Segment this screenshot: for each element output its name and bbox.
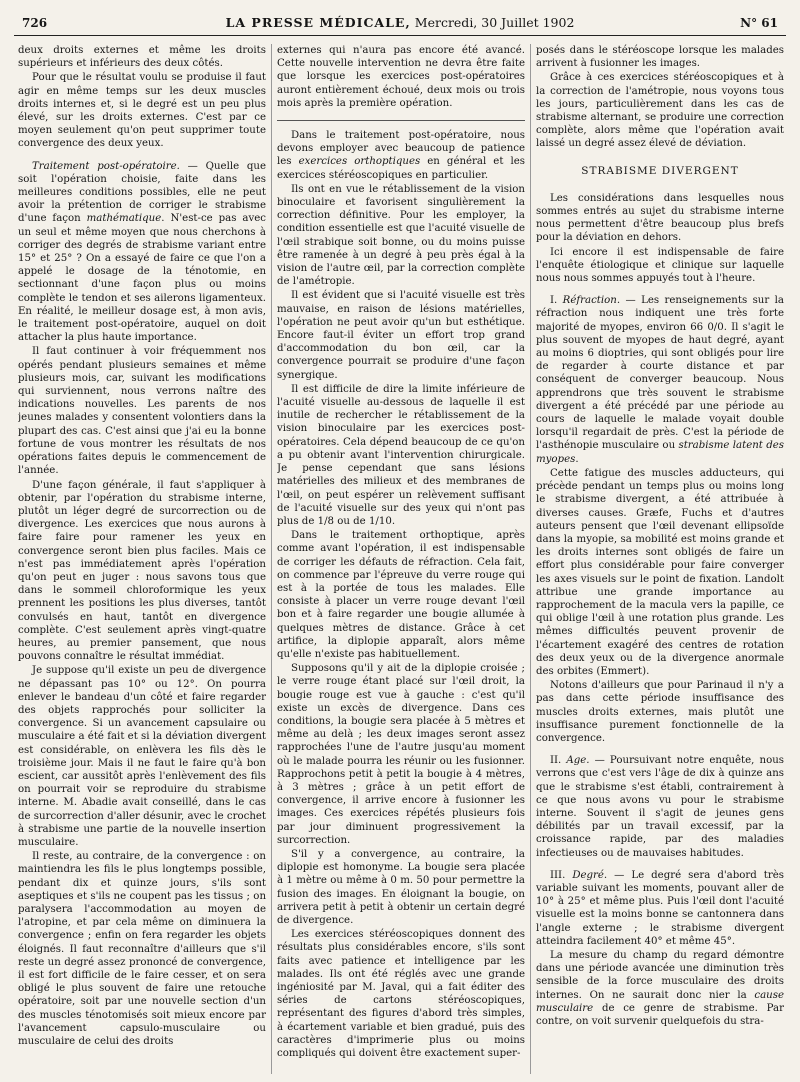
issue-date: Mercredi, 30 Juillet 1902	[414, 15, 575, 30]
header-rule	[14, 35, 786, 36]
paragraph: III. Degré. — Le degré sera d'abord très variable suivant les moments, pouvant aller de 10° à 25° et même plus. Puis l'œil dont l'acuité visuelle est la moins bonne se cantonnera dans l'angle externe ; le strabisme divergent atteindra facilement 40° et même 45°.	[536, 869, 784, 947]
column-divider	[530, 44, 531, 1074]
paragraph: Ici encore il est indispensable de faire l'enquête étiologique et clinique sur laquelle nous nous sommes appuyés tout à l'heure.	[536, 246, 784, 285]
paragraph: I. Réfraction. — Les renseignements sur la réfraction nous indiquent une très forte majorité de myopes, environ 66 0/0. Il s'agit le plus souvent de myopes de haut degré, ayant au moins 6 dioptries, qui sont obligés pour lire de regarder à courte distance et par conséquent de converger beaucoup. Nous apprendrons que très souvent le strabisme divergent a été précédé par une période au cours de laquelle le malade voyait double lorsqu'il regardait de près. C'est la période de l'asthénopie musculaire ou strabisme latent des myopes.	[536, 295, 784, 465]
paragraph: Je suppose qu'il existe un peu de divergence ne dépassant pas 10° ou 12°. On pourra enlever le bandeau d'un côté et faire regarder des objets rapprochés pour solliciter la convergence. Si un avancement capsulaire ou musculaire a été fait et si la déviation divergent est considérable, on enlèvera les fils dès le troisième jour. Mais il ne faut le faire qu'à bon escient, car aussitôt après l'enlèvement des fils on pourrait voir se reproduire du strabisme interne. M. Abadie avait conseillé, dans le cas de surcorrection d'aller désunir, avec le crochet à strabisme une partie de la nouvelle insertion musculaire.	[18, 665, 266, 848]
column-1	[18, 44, 266, 1074]
column-divider	[271, 44, 272, 1074]
paragraph-heading: Age.	[566, 755, 590, 767]
paragraph: La mesure du champ du regard démontre dans une période avancée une diminution très sensible de la force musculaire des droits internes. On ne saurait donc nier la cause musculaire de ce genre de strabisme. Par contre, on voit survenir quelquefois du stra-	[536, 950, 784, 1028]
paragraph: Dans le traitement orthoptique, après comme avant l'opération, il est indispensable de corriger les défauts de réfraction. Cela fait, on commence par l'épreuve du verre rouge qui est à la portée de tous les malades. Elle consiste à placer un verre rouge devant l'œil bon et à faire regarder une bougie allumée à quelques mètres de distance. Grâce à cet artifice, la diplopie apparaît, alors même qu'elle n'existe pas habituellement.	[277, 530, 525, 660]
paragraph: Grâce à ces exercices stéréoscopiques et à la correction de l'amétropie, nous voyons tous les jours, particulièrement dans les cas de strabisme alternant, se produire une correction complète, alors même que l'opération avait laissé un degré assez élevé de déviation.	[536, 72, 784, 150]
paragraph: Il reste, au contraire, de la convergence : on maintiendra les fils le plus longtemps possible, pendant dix et quinze jours, s'ils sont aseptiques et s'ils ne coupent pas les tissus ; on paralysera l'accommodation au moyen de l'atropine, et par cela même on diminuera la convergence ; enfin on fera regarder les objets éloignés. Il faut reconnaître d'ailleurs que s'il reste un degré assez prononcé de convergence, il est fort difficile de le faire cesser, et on sera obligé le plus souvent de faire une retouche opératoire, soit par une nouvelle section d'un des muscles ténotomisés soit mieux encore par l'avancement capsulo-musculaire ou musculaire de celui des droits	[18, 851, 266, 1048]
paragraph: Les considérations dans lesquelles nous sommes entrés au sujet du strabisme interne nous permettent d'être beaucoup plus brefs pour la déviation en dehors.	[536, 192, 784, 244]
journal-title: LA PRESSE MÉDICALE,	[225, 15, 411, 30]
paragraph: Pour que le résultat voulu se produise il faut agir en même temps sur les deux muscles droits internes et, si le degré est un peu plus élevé, sur les droits externes. C'est par ce moyen seulement qu'on peut supprimer toute convergence des deux yeux.	[18, 72, 266, 150]
paragraph: Dans le traitement post-opératoire, nous devons employer avec beaucoup de patience les exercices orthoptiques en général et les exercices stéréoscopiques en particulier.	[277, 130, 525, 181]
section-title: STRABISME DIVERGENT	[581, 164, 739, 177]
paragraph-heading: Réfraction.	[562, 295, 621, 307]
paragraph-heading: Traitement post-opératoire.	[32, 160, 180, 172]
paragraph: Il faut continuer à voir fréquemment nos opérés pendant plusieurs semaines et même plusieurs mois, car, suivant les modifications qui surviennent, nous verrons naître des indications nouvelles. Les parents de nos jeunes malades y consentent volontiers dans la plupart des cas. C'est ainsi que j'ai eu la bonne fortune de vous montrer les résultats de nos opérations faites depuis le commencement de l'année.	[18, 346, 266, 477]
paragraph: Cette fatigue des muscles adducteurs, qui précède pendant un temps plus ou moins long le strabisme divergent, a été attribuée à diverses causes. Græfe, Fuchs et d'autres auteurs pensent que l'œil devenant ellipsoïde dans la myopie, sa mobilité est moins grande et les droits internes sont obligés de faire un effort plus considérable pour faire converger les axes visuels sur le point de fixation. Landolt attribue une grande importance au rapprochement de la macula vers la papille, ce qui oblige l'œil à une rotation plus grande. Les mêmes difficultés peuvent provenir de l'écartement exagéré des centres de rotation des deux yeux ou de la divergence anormale des orbites (Emmert).	[536, 467, 784, 677]
paragraph: Il est évident que si l'acuité visuelle est très mauvaise, en raison de lésions matérielles, l'opération ne peut avoir qu'un but esthétique. Encore faut-il éviter un effort trop grand d'accommodation du bon œil, car la convergence pourrait se produire d'une façon synergique.	[277, 290, 525, 381]
column-2	[277, 44, 525, 1074]
section-divider	[277, 120, 525, 121]
paragraph: posés dans le stéréoscope lorsque les malades arrivent à fusionner les images.	[536, 45, 784, 70]
page-number: 726	[22, 16, 48, 30]
paragraph: S'il y a convergence, au contraire, la diplopie est homonyme. La bougie sera placée à 1 mètre ou même à 0 m. 50 pour permettre la fusion des images. En éloignant la bougie, on arrivera petit à petit à obtenir un certain degré de divergence.	[277, 848, 525, 926]
paragraph: externes qui n'aura pas encore été avancé. Cette nouvelle intervention ne devra être faite que lorsque les exercices post-opératoires auront entièrement échoué, deux mois ou trois mois après la première opération.	[277, 45, 525, 109]
paragraph: deux droits externes et même les droits supérieurs et inférieurs des deux côtés.	[18, 45, 266, 70]
paragraph: D'une façon générale, il faut s'appliquer à obtenir, par l'opération du strabisme interne, plutôt un léger degré de surcorrection ou de divergence. Les exercices que nous aurons à faire faire pour ramener les yeux en convergence seront bien plus faciles. Mais ce n'est pas immédiatement après l'opération qu'on peut en juger : nous savons tous que dans le sommeil chloroformique les yeux prennent les positions les plus diverses, tantôt convulsés en haut, tantôt en divergence complète. C'est seulement après vingt-quatre heures, au premier pansement, que nous pouvons connaître le résultat immédiat.	[18, 479, 266, 663]
issue-number: N° 61	[740, 16, 778, 30]
paragraph: Supposons qu'il y ait de la diplopie croisée ; le verre rouge étant placé sur l'œil droit, la bougie rouge est vue à gauche : c'est qu'il existe un excès de divergence. Dans ces conditions, la bougie sera placée à 5 mètres et même au delà ; les deux images seront assez rapprochées l'une de l'autre jusqu'au moment où le malade pourra les réunir ou les fusionner. Rapprochons petit à petit la bougie à 4 mètres, à 3 mètres ; grâce à un petit effort de convergence, il arrive encore à fusionner les images. Ces exercices répétés plusieurs fois par jour diminuent progressivement la surcorrection.	[277, 663, 525, 846]
paragraph: Notons d'ailleurs que pour Parinaud il n'y a pas dans cette période insuffisance des muscles droits externes, mais plutôt une insuffisance purement fonctionnelle de la convergence.	[536, 680, 784, 744]
running-header	[14, 10, 786, 34]
journal-title-line	[14, 15, 786, 30]
paragraph-heading: Degré.	[572, 869, 608, 881]
paragraph: II. Age. — Poursuivant notre enquête, nous verrons que c'est vers l'âge de dix à quinze ans que le strabisme s'est établi, contrairement à ce que nous avons vu pour le strabisme interne. Souvent il s'agit de jeunes gens débilités par un travail excessif, par la croissance rapide, par des maladies infectieuses ou de mauvaises habitudes.	[536, 755, 784, 859]
paragraph: Les exercices stéréoscopiques donnent des résultats plus considérables encore, s'ils sont faits avec patience et intelligence par les malades. Ils ont été réglés avec une grande ingéniosité par M. Javal, qui a fait éditer des séries de cartons stéréoscopiques, représentant des figures d'abord très simples, à écartement variable et bien gradué, puis des caractères d'imprimerie plus ou moins compliqués qui doivent être exactement super-	[277, 929, 525, 1060]
paragraph: Ils ont en vue le rétablissement de la vision binoculaire et favorisent singulièrement la correction définitive. Pour les employer, la condition essentielle est que l'acuité visuelle de l'œil strabique soit bonne, ou du moins puisse être ramenée à un degré à peu près égal à la vision de l'autre œil, par la correction complète de l'amétropie.	[277, 183, 525, 288]
column-3	[536, 44, 784, 1074]
paragraph: Traitement post-opératoire. — Quelle que soit l'opération choisie, faite dans les meilleures conditions possibles, elle ne peut avoir la prétention de corriger le strabisme d'une façon mathématique. N'est-ce pas avec un seul et même moyen que nous cherchons à corriger des degrés de strabisme variant entre 15° et 25° ? On a essayé de faire ce que l'on a appelé le dosage de la ténotomie, en sectionnant d'une façon plus ou moins complète le tendon et ses ailerons ligamenteux. En réalité, le meilleur dosage est, à mon avis, le traitement post-opératoire, auquel on doit attacher la plus haute importance.	[18, 160, 266, 344]
paragraph: Il est difficile de dire la limite inférieure de l'acuité visuelle au-dessous de laquelle il est inutile de rechercher le rétablissement de la vision binoculaire par les exercices post-opératoires. Cela dépend beaucoup de ce qu'on a pu obtenir avant l'intervention chirurgicale. Je pense cependant que sans lésions matérielles des milieux et des membranes de l'œil, on peut espérer un relèvement suffisant de l'acuité visuelle sur des yeux qui n'ont pas plus de 1/8 ou de 1/10.	[277, 383, 525, 527]
